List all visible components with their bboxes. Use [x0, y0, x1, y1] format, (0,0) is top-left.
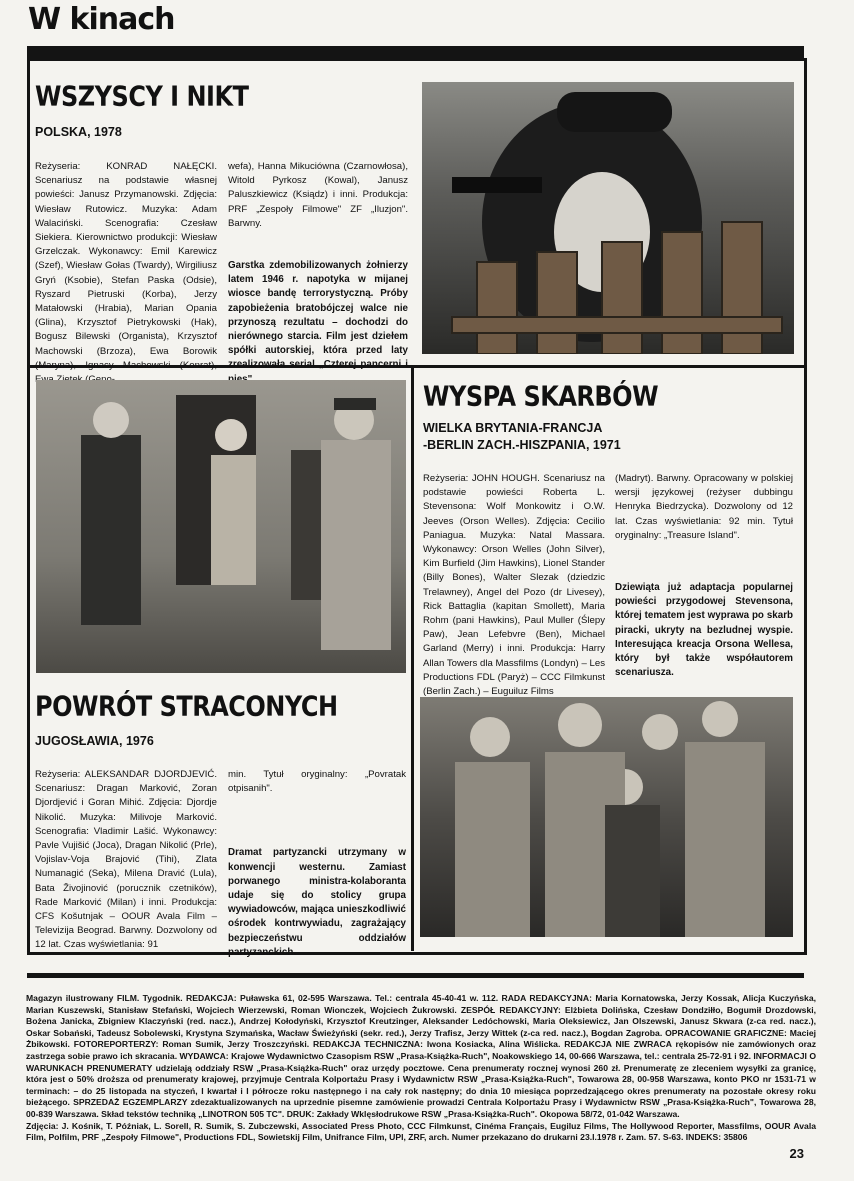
film-right-column: [615, 472, 793, 680]
masthead-footer: [26, 993, 816, 1144]
film-still-photo: [420, 697, 793, 937]
film-description: Dziewiąta już adaptacja popularnej powieści przygodowej Stevensona, której tematem jest wyprawa po skarb piracki, ukryty na bezludnej wyspie. Interesująca kreacja Orsona Wellesa, który był także współautorem scenariusza.: [615, 582, 793, 679]
film-title: POWRÓT STRACONYCH: [35, 690, 338, 723]
film-right-column: [228, 160, 408, 387]
film-description: Dramat partyzancki utrzymany w konwencji westernu. Zamiast porwanego ministra-kolaboranta udaje się do stolicy grupa wywiadowców, mająca unieszkodliwić ośrodek kontrwywiadu, zagrażający bezpieczeństwu oddziałów partyzanckich.: [228, 847, 406, 958]
photo-credits-text: Zdjęcia: J. Kośnik, T. Późniak, L. Sorell, R. Sumik, S. Zubczewski, Associated Press Photo, CCC Filmkunst, Cinéma Français, Eugiluz Films, The Hollywood Reporter, Massfilms, OOUR Avala Film, Polfilm, PRF „Zespoły Filmowe", Productions FDL, Sowietskij Film, Unifrance Film, UPI, ZRF, arch. Numer przekazano do drukarni 23.I.1978 r. Zam. 57. S-63. INDEKS: 35806: [26, 1120, 816, 1143]
film-description: Garstka zdemobilizowanych żołnierzy latem 1946 r. napotyka w mijanej wiosce bandę terrorystyczną. Próby zapobieżenia bratobójczej walce nie przynoszą rezultatu – dochodzi do nierównego starcia. Film jest dziełem spółki autorskiej, która przed laty zrealizowała serial „Czterej pancerni i: [228, 260, 408, 371]
footer-rule: [27, 973, 804, 978]
masthead-text: Magazyn ilustrowany FILM. Tygodnik. REDAKCJA: Puławska 61, 02-595 Warszawa. Tel.: centrala 45-40-41 w. 112. RADA REDAKCYJNA: Maria Kornatowska, Jerzy Kossak, Alicja Kuczyńska, Marian Kuszewski, Stanisław Stefański, Wojciech Wierzewski, Roman Wionczek, Wojciech Żukrowski. ZESPÓŁ REDAKCYJNY: Elżbieta Dolińska, Czesław Dondziłło, Bogumił Drozdowski, Bożena Janicka, Zbigniew Klaczyński (red. nacz.), Andrzej Kołodyński, Krzysztof Kreutzinger, Aleksander Ledóchowski, Maria Oleksiewicz, Jan Olszewski, Janusz Skwara (z-ca red. nacz.), Oskar Sobański, Tadeusz Sobolewski, Krystyna Szymańska, Wacław Świeżyński (sekr. red.), Jerzy Trafisz, Jerzy Wittek (z-ca red. nacz.), Bogdan Zagroba. OPRACOWANIE GRAFICZNE: Maciej Żbikowski. FOTOREPORTERZY: Roman Sumik, Jerzy Troszczyński. REDAKCJA TECHNICZNA: Iwona Kosiacka, Alina Wiślicka. REDAKCJA NIE ZWRACA rękopisów nie zamówionych oraz zastrzega sobie prawo ich skracania. WYDAWCA: Krajowe Wydawnictwo Czasopism RSW „Prasa-Książka-Ruch", Noakowskiego 14, 00-666 Warszawa, tel.: centrala 25-72-91 i 92. INFORMACJI O WARUNKACH PRENUMERATY udzielają oddziały RSW „Prasa-Książka-Ruch" oraz urzędy pocztowe. Cena prenumeraty rocznej wynosi 260 zł. Prenumeratę ze zleceniem wysyłki za granicę, która jest o 50% droższa od prenumeraty krajowej, przyjmuje Centrala Kolportażu Prasy i Wydawnictw RSW „Prasa-Książka-Ruch", Towarowa 28, 00-958 Warszawa, konto PKO nr 1531-71 w terminach: – do 25 listopada na styczeń, I kwartał i I półrocze roku następnego i na cały rok następny; do dnia 10 miesiąca poprzedzającego okres prenumeraty na pozostałe okresy roku bieżącego. SPRZEDAŻ EGZEMPLARZY zdezaktualizowanych na uprzednie pisemne zamówienie prowadzi Centrala Kolportażu Prasy i Wydawnictw RSW „Prasa-Książka-Ruch", Towarowa 28, 00-839 Warszawa. Skład tekstów techniką „LINOTRON 505 TC". DRUK: Zakłady Wklęsłodrukowe RSW „Prasa-Książka-Ruch". Okopowa 58/72, 01-042 Warszawa.: [26, 993, 816, 1119]
film-still-illustration: [422, 82, 794, 354]
film-still-photo: [36, 380, 406, 673]
film-country: -BERLIN ZACH.-HISZPANIA, 1971: [423, 438, 621, 452]
film-credits: Reżyseria: ALEKSANDAR DJORDJEVIĆ. Scenariusz: Dragan Marković, Zoran Djordjević i Goran Mihić. Zdjęcia: Djordje Nikolić. Muzyka: Milivoje Marković. Scenografia: Vladimir Lašić. Wykonawcy: Pavle Vujišić (Joca), Dragan Nikolić (Prle), Vojislav-Voja Brajović (Tihi), Zlata Numanagić (Seka), Milena Dravić (Lula), Bata Živojinović (porucznik czetników), Rade Marković (Milan) i inni. Produkcja: CFS Košutnjak – OOUR Avala Film – Televizija Beograd. Barwny. Dozwolony od 12 lat. Czas wyświetlania: 91: [35, 769, 217, 951]
film-credits: wefa), Hanna Mikuciówna (Czarnowłosa), Witold Pyrkosz (Kowal), Janusz Paluszkiewicz (Ksiądz) i inni. Produkcja: PRF „Zespoły Filmowe" ZF „Iluzjon". Barwny.: [228, 161, 408, 229]
film-credits: (Madryt). Barwny. Opracowany w polskiej wersji językowej (reżyser dubbingu Henryka Biedrzycka). Dozwolony od 12 lat. Czas wyświetlania: 92 min. Tytuł oryginalny: „Treasure Island".: [615, 473, 793, 541]
film-still-illustration: [36, 380, 406, 673]
page-header-title: W kinach: [28, 2, 175, 37]
film-right-column: [228, 768, 406, 960]
film-country: POLSKA, 1978: [35, 125, 122, 139]
film-title: WYSPA SKARBÓW: [423, 380, 659, 413]
film-credits: min. Tytuł oryginalny: „Povratak otpisanih".: [228, 769, 406, 795]
film-country: WIELKA BRYTANIA-FRANCJA: [423, 421, 603, 435]
film-credits: Reżyseria: JOHN HOUGH. Scenariusz na podstawie powieści Roberta L. Stevensona: Wolf Monkowitz i O.W. Jeeves (Orson Welles). Zdjęcia: Cecilio Paniagua. Muzyka: Natal Massara. Wykonawcy: Orson Welles (John Silver), Kim Burfield (Jim Hawkins), Lionel Stander (Billy Bones), Walter Slezak (dziedzic Trelawney), Angel del Pozo (dr Livesey), Rick Battaglia (kapitan Smollett), Maria Rohm (pani Hawkins), Paul Muller (Ślepy Paw), Jean Lefebvre (Ben), Michael Garland (Merry) i inni. Produkcja: Harry Allan Towers dla Massfilms (Londyn) – Les Productions FDL (Paryż) – CCC Filmkunst (Berlin Zach.) – Euguiluz Films: [423, 473, 605, 698]
film-credits: Reżyseria: KONRAD NAŁĘCKI. Scenariusz na podstawie własnej powieści: Janusz Przymanowski. Zdjęcia: Wiesław Rutowicz. Muzyka: Adam Walaciński. Scenografia: Czesław Siekiera. Kierownictwo produkcji: Wiesław Grzelczak. Wykonawcy: Emil Karewicz (Szef), Wiesław Gołas (Twardy), Wirgiliusz Gryń (Ksobie), Stefan Paska (Odsie), Ryszard Pietruski (Korba), Jerzy Matałowski (Hrabia), Marian Opania (Glina), Krzysztof Pietrykowski (Hak), Bogusz Bilewski (Organista), Krzysztof Machowski (Brzoza), Ewa Borowik (Maryna), Ignacy Machowski (Konrat),: [35, 161, 217, 371]
film-still-photo: [422, 82, 794, 354]
film-title: WSZYSCY I NIKT: [35, 80, 249, 113]
page-number: 23: [789, 1146, 804, 1161]
film-still-illustration: [420, 697, 793, 937]
film-country: JUGOSŁAWIA, 1976: [35, 734, 154, 748]
section-divider: [411, 365, 414, 951]
